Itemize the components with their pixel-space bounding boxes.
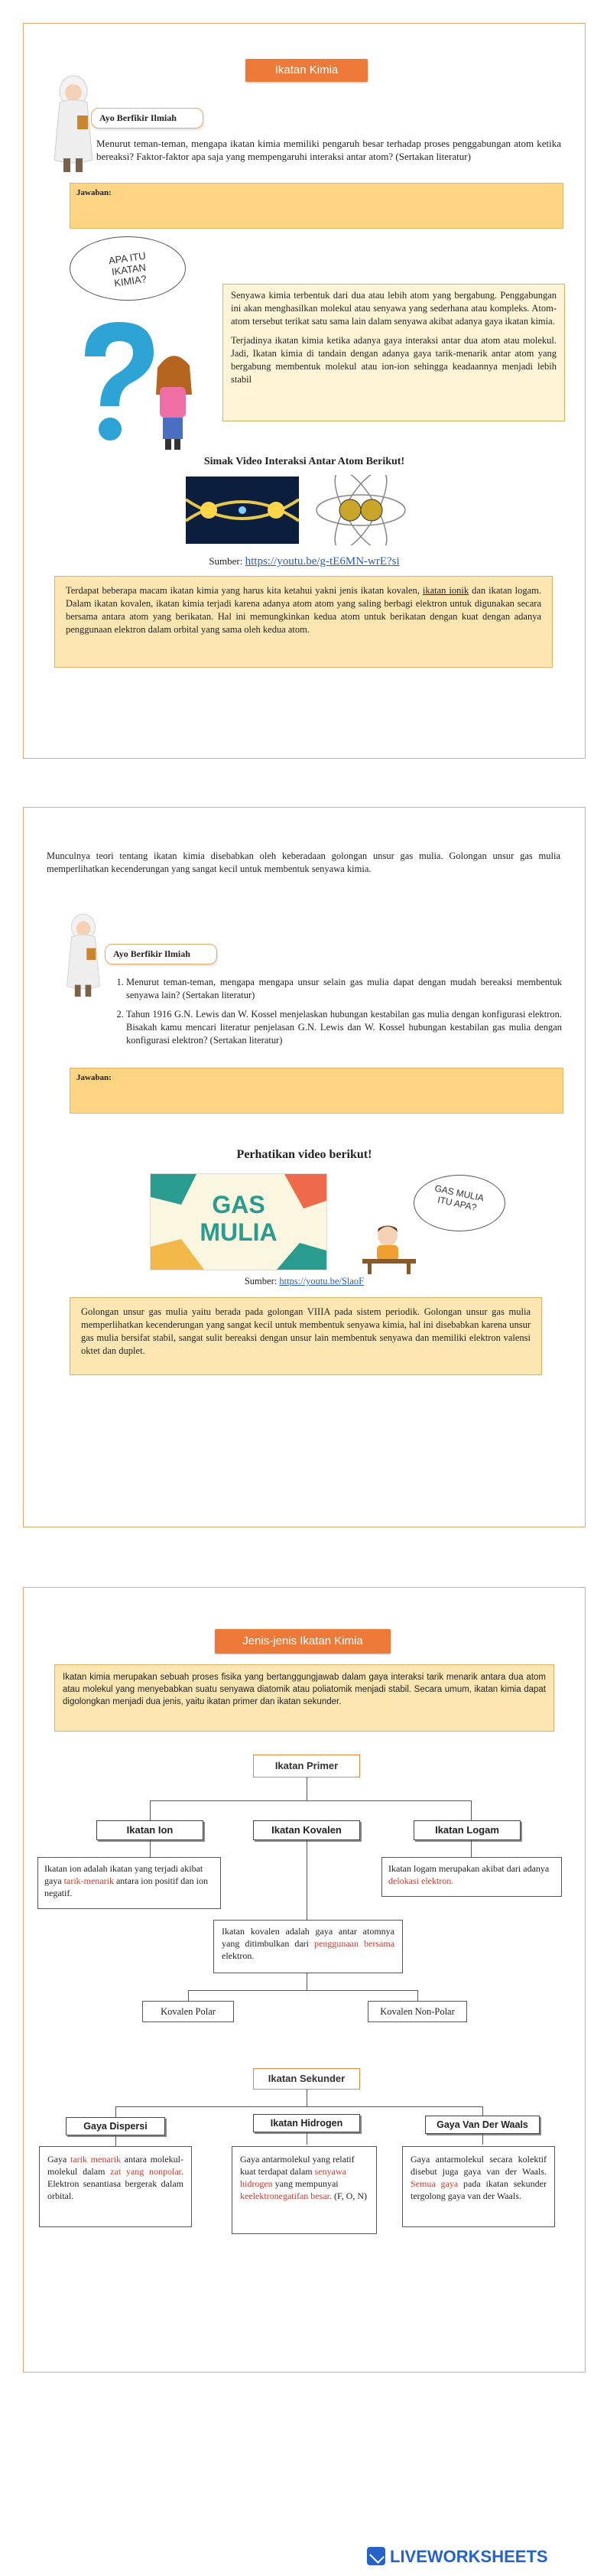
connector [115,2106,116,2117]
hidrogen-description [232,2146,377,2234]
kov-desc-highlight: penggunaan bersama [314,1938,394,1949]
kov-desc-text: Ikatan kovalen adalah gaya antar atomnya yang ditimbulkan dari [222,1926,394,1949]
explanation-box [222,284,565,421]
ikatan-hidrogen-box: Ikatan Hidrogen [253,2114,360,2132]
gas-mulia-note-text: Golongan unsur gas mulia yaitu berada pada golongan VIIIA pada sistem periodik. Golongan unsur gas mulia memperlihatkan kecenderungan yang sangat kecil untuk membentuk senyawa kimia, hal ini disebabkan karena unsur gas mulia bersifat stabil, sangat sulit bereaksi dengan unsur lain membentuk senyawa dan memiliki elektron valensi oktet dan duplet. [81,1306,531,1356]
ikatan-ion-box: Ikatan Ion [96,1820,203,1840]
kovalen-nonpolar-box: Kovalen Non-Polar [368,2001,467,2022]
vdw-text-c: pada ikatan sekunder tergolong gaya van der Waals. [411,2178,547,2201]
ikatan-logam-box: Ikatan Logam [414,1820,521,1840]
disp-text-a: Gaya [47,2154,70,2165]
ion-description [37,1857,221,1909]
video-thumbnail-2[interactable] [310,475,411,545]
answer-box-2[interactable] [70,1068,563,1114]
ikatan-kovalen-box: Ikatan Kovalen [253,1820,360,1840]
logo-icon [367,2547,385,2565]
gaya-van-der-waals-box: Gaya Van Der Waals [425,2116,540,2134]
types-of-bond-note [54,576,553,668]
logam-description [381,1857,562,1897]
disp-text-e: . Elektron senantiasa bergerak dalam orbital. [47,2166,183,2201]
connector [115,2106,482,2107]
ion-desc-highlight: tarik-menarik [63,1875,114,1886]
answer-box[interactable] [70,183,563,229]
disp-text-c: antara molekul-molekul dalam [47,2154,183,2177]
explanation-paragraph-2: Terjadinya ikatan kimia ketika adanya gaya interaksi antar dua atom atau molekul. Jadi, Ikatan kimia di tandain dengan adanya gaya tarik-menarik antar atom yang bergabung membentuk molekul atau ion-ion sehingga keadaannya menjadi lebih stabil [231,335,557,385]
ikatan-sekunder-box: Ikatan Sekunder [253,2068,360,2090]
question-2: 2. Tahun 1916 G.N. Lewis dan W. Kossel menjelaskan hubungan kestabilan gas mulia dengan konfigurasi elektron. Bisakah kamu mencari literatur penjelasan G.N. Lewis dan W. Kossel hubungan kestabilan gas mulia dengan konfigurasi elektron? (Sertakan literatur) [126,1008,562,1047]
cloud-text: APA ITU IKATAN KIMIA? [108,249,148,289]
connector [471,1840,472,1857]
hid-text-e: . (F, O, N) [329,2191,367,2201]
intro-text: Munculnya teori tentang ikatan kimia disebabkan oleh keberadaan golongan unsur gas mulia. Golongan unsur gas mulia memperlihatkan kecenderungan yang sangat kecil untuk membentuk senyawa kimia. [47,851,560,874]
vdw-text-a: Gaya antarmolekul secara kolektif disebut juga gaya van der Waals. [411,2154,547,2177]
ayo-berfikir-label-2: Ayo Berfikir Ilmiah [105,944,217,964]
note-text-ionik: ikatan ionik [422,585,469,596]
connector [188,1990,189,2001]
intro-note-text: Ikatan kimia merupakan sebuah proses fisika yang bertanggungjawab dalam gaya interaksi tarik menarik antara dua atom atau molekul yang menyebabkan suatu senyawa diatomik atau poliatomik menjadi stabil. Secara umum, ikatan kimia dapat digolongkan menjadi dua jenis, yaitu ikatan primer dan ikatan sekunder. [63,1673,546,1706]
page-jenis-ikatan [23,1587,586,2373]
studying-kid-illustration [359,1221,420,1274]
question-text: Menurut teman-teman, mengapa ikatan kimia memiliki pengaruh besar terhadap proses penggabungan atom ketika bereaksi? Faktor-faktor apa saja yang mempengaruhi interaksi antar atom? (Sertakan literatur) [96,138,561,162]
source-link-2[interactable]: https://youtu.be/SlaoF [279,1276,365,1286]
connector [150,1840,151,1857]
thumb-text: GAS MULIA [200,1191,278,1246]
video-source-2 [24,1276,585,1287]
note-text-c: dan ikatan logam. Dalam ikatan kovalen, ikatan kimia terjadi karena adanya atom atom yang saling berbagi elektron untuk digunakan secara bersama antara atom yang berikatan. Hal ini memungkinkan kedua atom untuk berikatan dengan kuat dengan adanya penggunaan elektron dalam orbital yang sama oleh kedua atom. [66,585,541,635]
connector [188,1990,417,1991]
hid-text-c: yang mempunyai [272,2178,339,2189]
kov-desc-text-2: elektron. [222,1950,255,1961]
disp-highlight-1: tarik menarik [70,2154,121,2165]
note-text-a: Terdapat beberapa macam ikatan kimia yang harus kita ketahui yakni jenis ikatan kovalen, [66,585,423,596]
gas-mulia-video-thumbnail[interactable] [150,1173,327,1270]
student-girl-illustration-2 [60,906,106,1001]
page-title-3: Jenis-jenis Ikatan Kimia [215,1629,391,1654]
kovalen-description [213,1920,403,1973]
thought-cloud [70,236,186,301]
video-source [24,555,585,568]
logam-desc-highlight: delokasi elektron. [388,1875,454,1886]
connector [482,2134,483,2145]
connector [115,2135,116,2146]
vdw-description [402,2146,555,2227]
ion-desc-text-2: antara ion positif dan ion negatif. [44,1875,208,1898]
intro-note [54,1664,554,1732]
video-thumbnail-1[interactable] [186,476,299,544]
liveworksheets-logo[interactable] [367,2545,548,2568]
kovalen-polar-box: Kovalen Polar [142,2001,234,2022]
page-gas-mulia [23,807,586,1527]
source-label-2: Sumber: [244,1276,280,1286]
hid-highlight-1: senyawa hidrogen [240,2166,346,2189]
video-heading-2: Perhatikan video berikut! [236,1148,372,1161]
atom-interaction-icon [186,476,299,544]
question-mark-kid-illustration [58,311,211,452]
explanation-paragraph-1: Senyawa kimia terbentuk dari dua atau lebih atom yang bergabung. Penggabungan ini akan menghasilkan molekul atau senyawa yang sederhana atau kompleks. Atom-atom tersebut terikat satu sama lain dalam senyawa akibat adanya gaya ikatan kimia. [231,290,557,327]
source-label: Sumber: [209,555,245,567]
hid-text-a: Gaya antarmolekul yang relatif kuat terdapat dalam [240,2154,355,2177]
molecule-icon [310,475,411,545]
thought-cloud-2 [414,1175,505,1231]
gas-mulia-note [70,1297,542,1375]
logam-desc-text: Ikatan logam merupakan akibat dari adanya [388,1863,550,1874]
answer-label: Jawaban: [76,188,112,197]
answer-label-2: Jawaban: [76,1073,112,1082]
question-1: 1. Menurut teman-teman, mengapa mengapa unsur selain gas mulia dapat dengan mudah bereaksi membentuk senyawa lain? (Sertakan literatur) [126,976,562,1002]
connector [471,1800,472,1820]
ion-desc-text: Ikatan ion adalah ikatan yang terjadi akibat gaya [44,1863,203,1886]
ayo-berfikir-label: Ayo Berfikir Ilmiah [91,108,203,128]
connector [417,1990,418,2001]
page-title: Ikatan Kimia [245,59,368,82]
question-list [109,976,562,1053]
connector [150,1800,471,1801]
dispersi-description [39,2146,192,2227]
vdw-highlight: Semua gaya [411,2178,459,2189]
ikatan-primer-box: Ikatan Primer [253,1755,360,1778]
page-ikatan-kimia [23,23,586,759]
hid-highlight-2: keelektronegatifan besar [240,2191,329,2201]
connector [150,1800,151,1820]
logo-text: LIVEWORKSHEETS [390,2547,548,2566]
video-heading: Simak Video Interaksi Antar Atom Berikut! [203,456,405,467]
cloud-text-2: GAS MULIA ITU APA? [433,1182,485,1213]
disp-highlight-2: zat yang nonpolar [110,2166,181,2177]
gaya-dispersi-box: Gaya Dispersi [66,2117,165,2135]
source-link[interactable]: https://youtu.be/g-tE6MN-wrE?si [245,555,400,568]
